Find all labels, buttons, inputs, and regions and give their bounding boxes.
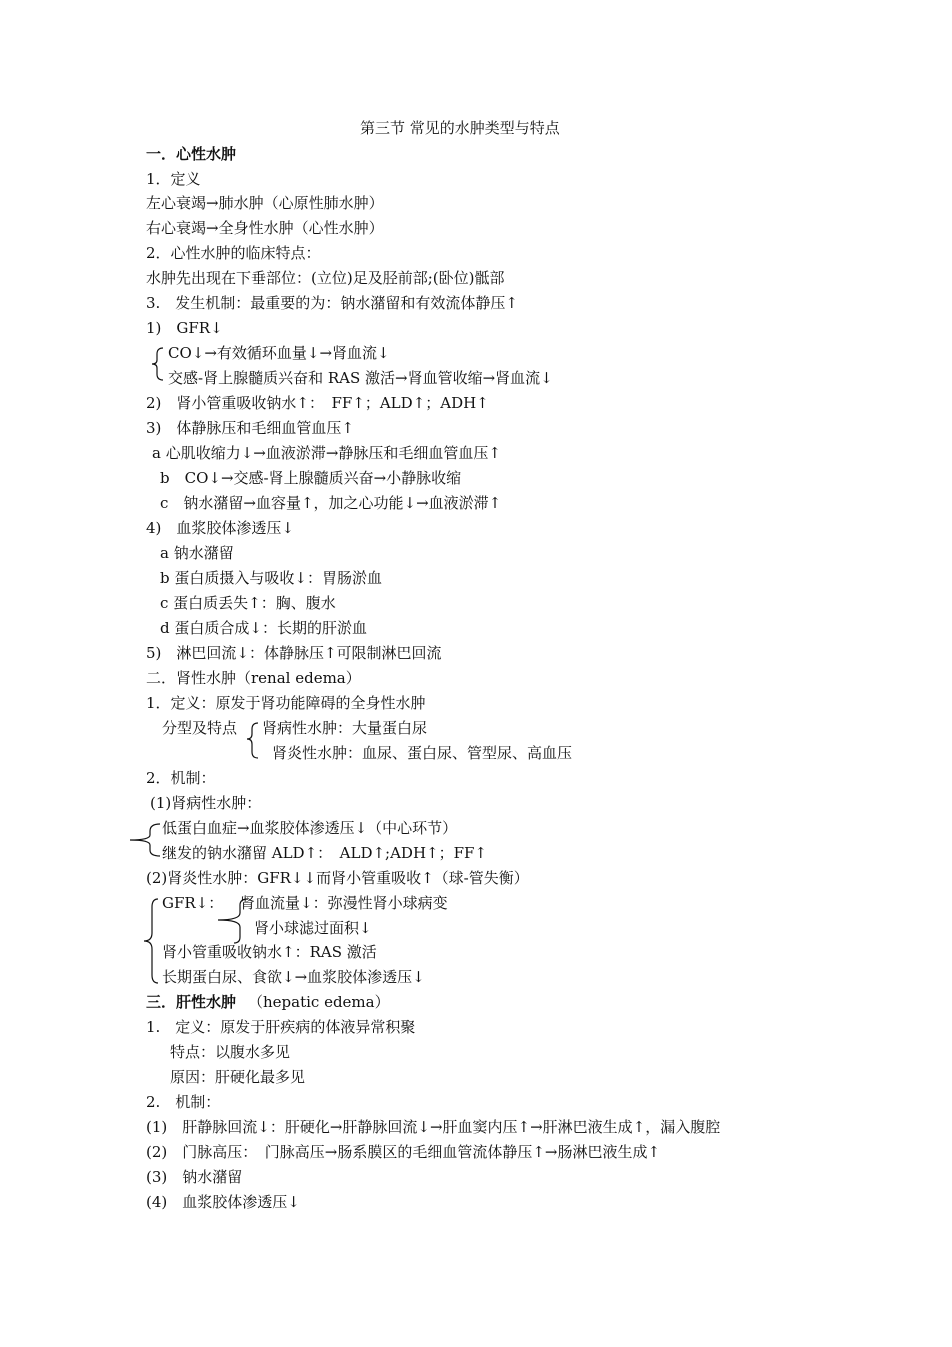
- text-line: 1. 定义：原发于肝疾病的体液异常积聚: [146, 1018, 416, 1036]
- text-line: d 蛋白质合成↓：长期的肝淤血: [160, 619, 367, 637]
- text-line: (4) 血浆胶体渗透压↓: [146, 1193, 300, 1211]
- text-line: 肾小球滤过面积↓: [254, 919, 372, 937]
- text-line: 5) 淋巴回流↓：体静脉压↑可限制淋巴回流: [146, 644, 442, 662]
- text-line: 2. 机制：: [146, 1093, 221, 1111]
- text-line: (1) 肝静脉回流↓：肝硬化→肝静脉回流↓→肝血窦内压↑→肝淋巴液生成↑，漏入腹腔: [146, 1118, 721, 1136]
- text-line: 2) 肾小管重吸收钠水↑： FF↑；ALD↑；ADH↑: [146, 394, 489, 412]
- text-line: (2)肾炎性水肿：GFR↓↓而肾小管重吸收↑（球-管失衡）: [146, 869, 529, 887]
- text-line: 肾血流量↓：弥漫性肾小球病变: [240, 894, 448, 912]
- left-brace: [126, 818, 162, 862]
- text-line: (3) 钠水潴留: [146, 1168, 243, 1186]
- text-line: 肾病性水肿：大量蛋白尿: [262, 719, 428, 737]
- left-brace: [140, 893, 160, 989]
- section-heading: 三．肝性水肿: [146, 993, 237, 1011]
- text-line: 特点：以腹水多见: [170, 1043, 291, 1061]
- text-line: c 钠水潴留→血容量↑，加之心功能↓→血液淤滞↑: [160, 494, 502, 512]
- text-line: 右心衰竭→全身性水肿（心性水肿）: [146, 219, 384, 237]
- text-line: b 蛋白质摄入与吸收↓：胃肠淤血: [160, 569, 382, 587]
- left-brace: [244, 718, 260, 762]
- text-line: 1．定义：原发于肾功能障碍的全身性水肿: [146, 694, 426, 712]
- text-line: 肾炎性水肿：血尿、蛋白尿、管型尿、高血压: [272, 744, 573, 762]
- text-line: 低蛋白血症→血浆胶体渗透压↓（中心环节）: [162, 819, 458, 837]
- text-line: CO↓→有效循环血量↓→肾血流↓: [168, 344, 390, 362]
- text-line: (2) 门脉高压： 门脉高压→肠系膜区的毛细血管流体静压↑→肠淋巴液生成↑: [146, 1143, 661, 1161]
- text-line: 肾小管重吸收钠水↑：RAS 激活: [162, 943, 377, 961]
- text-line: 2．机制：: [146, 769, 216, 787]
- text-line: GFR↓：: [162, 894, 224, 912]
- text-line: 交感-肾上腺髓质兴奋和 RAS 激活→肾血管收缩→肾血流↓: [168, 369, 553, 387]
- text-line: 分型及特点: [162, 719, 238, 737]
- section-heading: 一．心性水肿: [146, 145, 237, 163]
- page-title: 第三节 常见的水肿类型与特点: [360, 119, 560, 137]
- text-line: 长期蛋白尿、食欲↓→血浆胶体渗透压↓: [162, 968, 425, 986]
- left-brace: [150, 344, 166, 384]
- text-line: a 钠水潴留: [160, 544, 234, 562]
- text-line: （hepatic edema）: [248, 993, 390, 1011]
- text-line: 3. 发生机制：最重要的为：钠水潴留和有效流体静压↑: [146, 294, 518, 312]
- text-line: 原因：肝硬化最多见: [170, 1068, 306, 1086]
- text-line: c 蛋白质丢失↑：胸、腹水: [160, 594, 336, 612]
- text-line: a 心肌收缩力↓→血液淤滞→静脉压和毛细血管血压↑: [152, 444, 501, 462]
- text-line: (1)肾病性水肿：: [150, 794, 262, 812]
- section-heading: 二．肾性水肿（renal edema）: [146, 669, 361, 687]
- text-line: 1．定义: [146, 170, 201, 188]
- text-line: 继发的钠水潴留 ALD↑： ALD↑;ADH↑；FF↑: [162, 844, 487, 862]
- text-line: 1) GFR↓: [146, 319, 223, 337]
- text-line: 2．心性水肿的临床特点：: [146, 244, 321, 262]
- text-line: b CO↓→交感-肾上腺髓质兴奋→小静脉收缩: [160, 469, 462, 487]
- text-line: 左心衰竭→肺水肿（心原性肺水肿）: [146, 194, 384, 212]
- text-line: 4) 血浆胶体渗透压↓: [146, 519, 294, 537]
- text-line: 水肿先出现在下垂部位：(立位)足及胫前部;(卧位)骶部: [146, 269, 505, 287]
- text-line: 3) 体静脉压和毛细血管血压↑: [146, 419, 354, 437]
